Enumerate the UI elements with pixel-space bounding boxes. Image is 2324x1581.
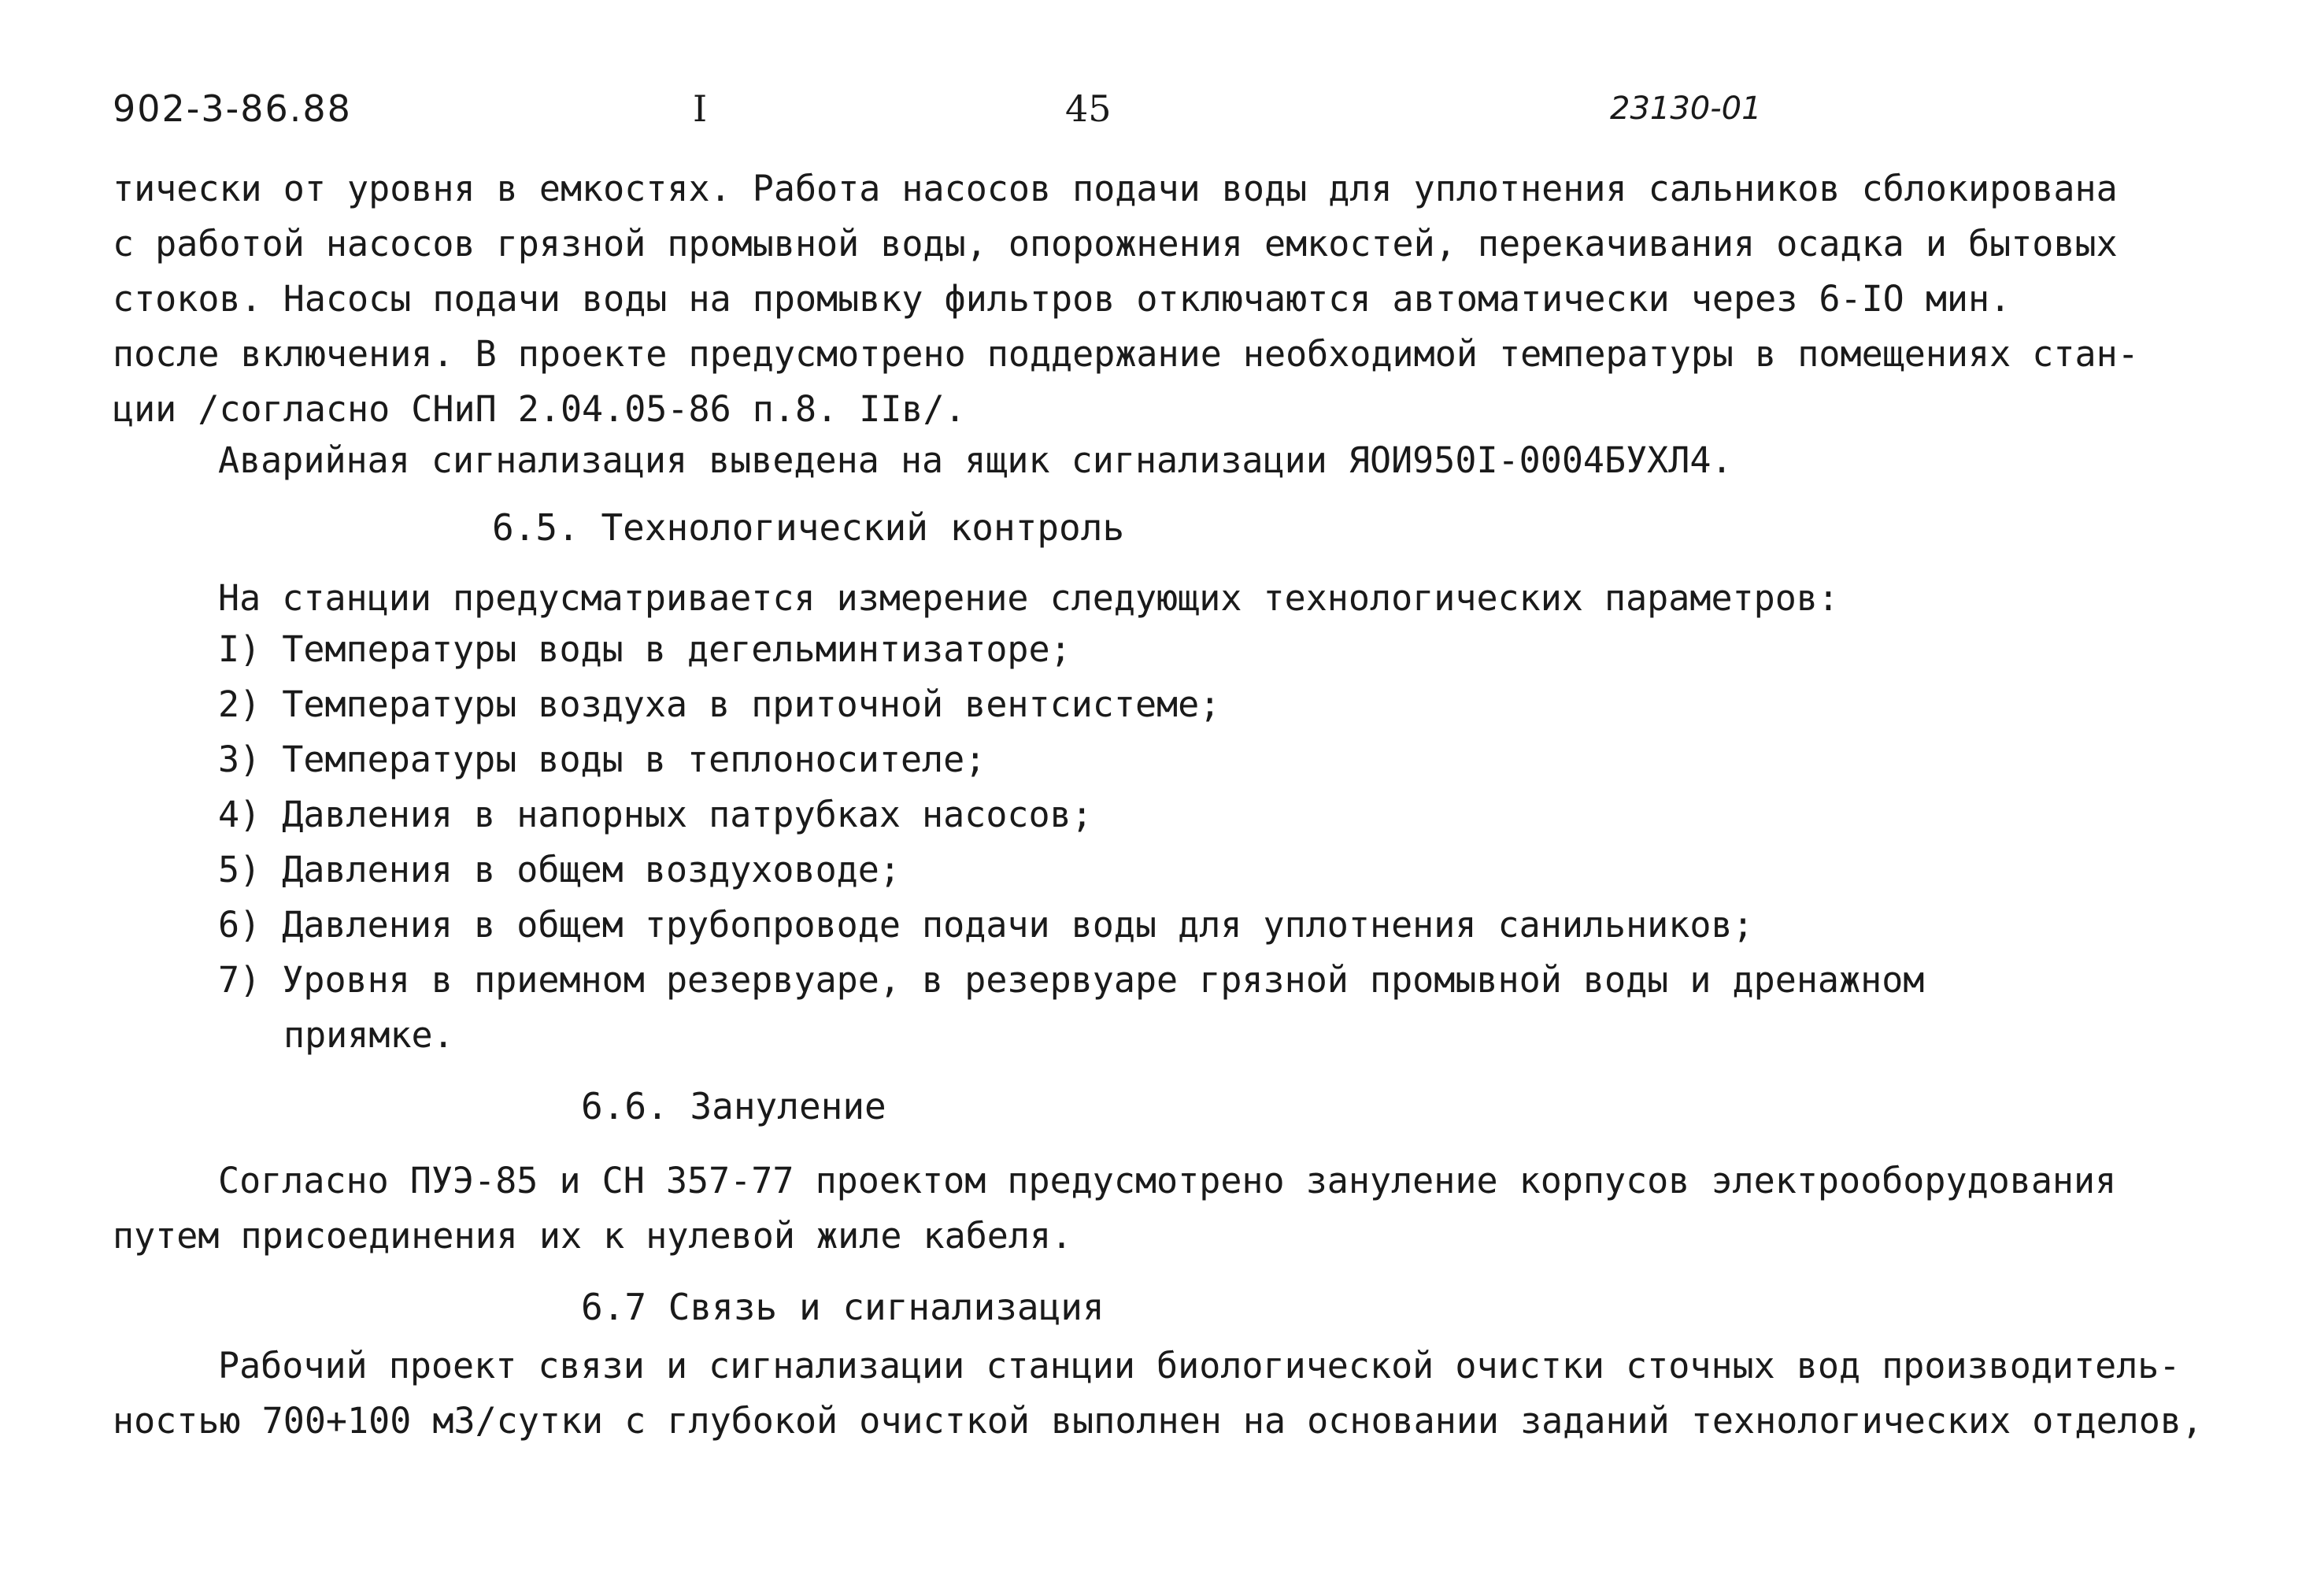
paragraph-line: стоков. Насосы подачи воды на промывку фильтров отключаются автоматически через 6-IO мин.	[113, 278, 2011, 320]
alarm-line: Аварийная сигнализация выведена на ящик сигнализации ЯОИ950I-0004БУХЛ4.	[218, 439, 1733, 481]
paragraph-line: после включения. В проекте предусмотрено поддержание необходимой температуры в помещениях стан-	[113, 333, 2139, 375]
list-item: I) Температуры воды в дегельминтизаторе;	[218, 628, 1071, 670]
paragraph-line: Согласно ПУЭ-85 и СН 357-77 проектом предусмотрено зануление корпусов электрооборудования	[218, 1160, 2117, 1201]
section-heading-6-6: 6.6. Зануление	[581, 1085, 886, 1127]
section-intro: На станции предусматривается измерение следующих технологических параметров:	[218, 577, 1840, 619]
paragraph-line: тически от уровня в емкостях. Работа насосов подачи воды для уплотнения сальников сблокирована	[113, 168, 2118, 209]
list-item: 7) Уровня в приемном резервуаре, в резервуаре грязной промывной воды и дренажном	[218, 959, 1925, 1001]
page-number: 45	[1065, 87, 1112, 130]
paragraph-line: путем присоединения их к нулевой жиле кабеля.	[113, 1215, 1073, 1257]
paragraph-line: с работой насосов грязной промывной воды, опорожнения емкостей, перекачивания осадка и бытовых	[113, 223, 2118, 265]
list-item: 6) Давления в общем трубопроводе подачи воды для уплотнения санильников;	[218, 904, 1754, 946]
list-item-continuation: приямке.	[283, 1014, 454, 1056]
reference-number: 23130-01	[1610, 91, 1762, 127]
list-item: 5) Давления в общем воздуховоде;	[218, 849, 901, 890]
paragraph-line: ностью 700+100 м3/сутки с глубокой очисткой выполнен на основании заданий технологических отделов,	[113, 1400, 2204, 1442]
sheet-number: I	[693, 87, 708, 130]
paragraph-line: Рабочий проект связи и сигнализации станции биологической очистки сточных вод производитель-	[218, 1345, 2181, 1387]
list-item: 2) Температуры воздуха в приточной вентсистеме;	[218, 683, 1221, 725]
doc-code: 902-3-86.88	[113, 87, 352, 130]
section-heading-6-5: 6.5. Технологический контроль	[492, 506, 1125, 549]
section-heading-6-7: 6.7 Связь и сигнализация	[581, 1286, 1105, 1328]
list-item: 3) Температуры воды в теплоносителе;	[218, 739, 986, 780]
list-item: 4) Давления в напорных патрубках насосов;	[218, 794, 1093, 835]
paragraph-line: ции /согласно СНиП 2.04.05-86 п.8. IIв/.	[113, 388, 966, 430]
